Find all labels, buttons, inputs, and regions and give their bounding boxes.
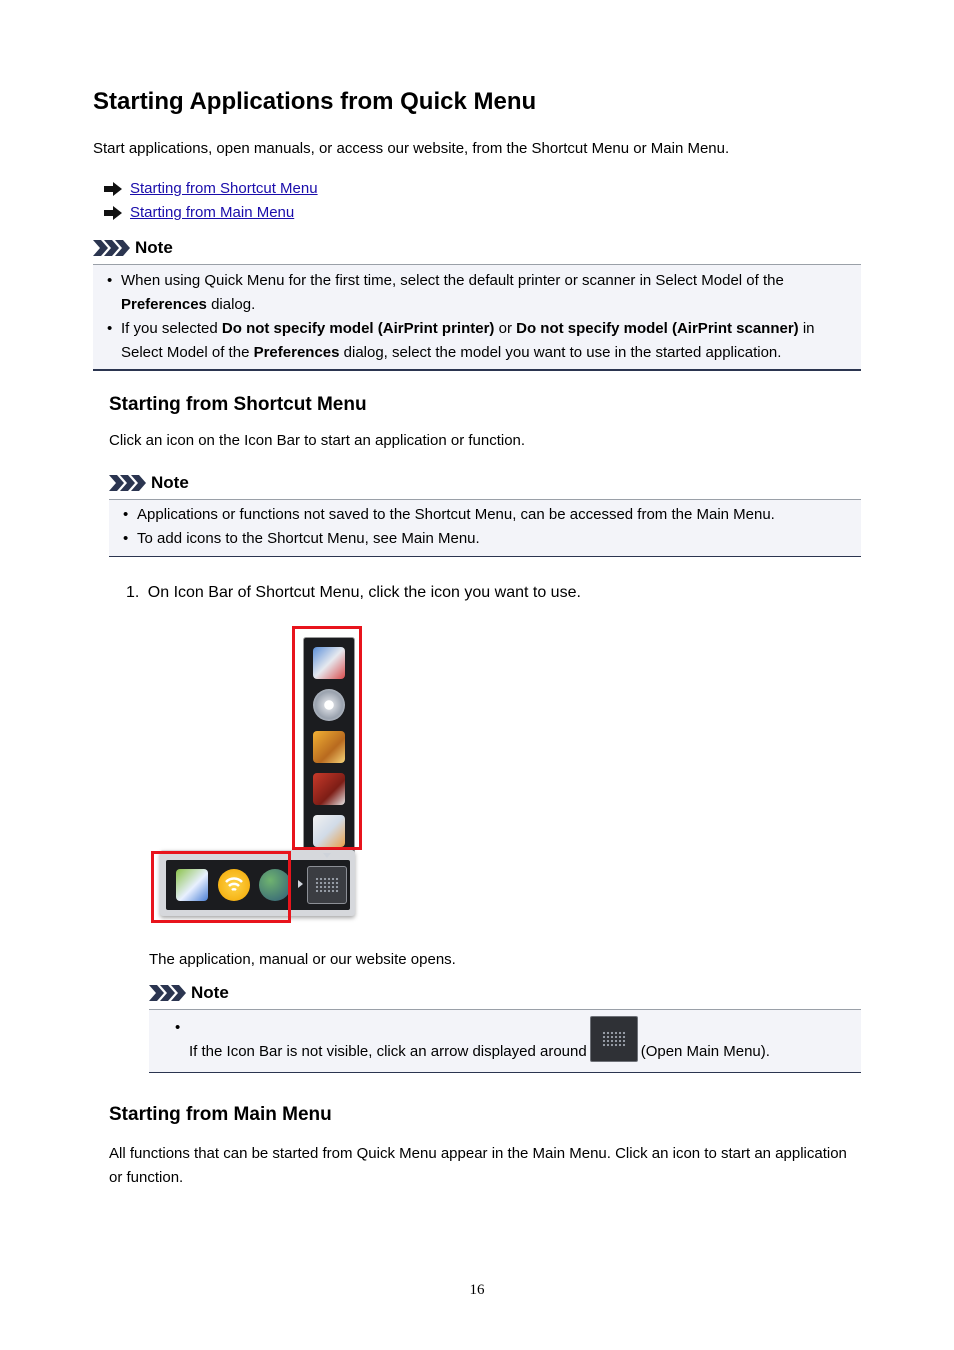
link-starting-from-main-menu[interactable]: Starting from Main Menu	[130, 204, 295, 221]
note-box-1	[93, 264, 861, 371]
highlight-horizontal-icons	[151, 851, 291, 923]
note-header	[149, 983, 229, 1003]
note-chevrons-icon	[93, 239, 131, 257]
note-item: • If the Icon Bar is not visible, click an arrow displayed around (Open Main Menu).	[175, 1016, 849, 1064]
note-item: • To add icons to the Shortcut Menu, see Main Menu.	[123, 527, 849, 551]
step-text: On Icon Bar of Shortcut Menu, click the icon you want to use.	[147, 584, 581, 601]
note-chevrons-icon	[149, 984, 187, 1002]
page-title: Starting Applications from Quick Menu	[93, 88, 537, 115]
arrow-right-icon	[104, 206, 122, 220]
page-number: 16	[469, 1282, 485, 1298]
note-item: • If you selected Do not specify model (AirPrint printer) or Do not specify model (AirPrint scanner) in Select Model of the Preferences dialog, select the model you want to use in the started application.	[107, 317, 849, 365]
note-header	[109, 473, 189, 493]
step-1	[126, 584, 581, 602]
step-number: 1.	[126, 584, 140, 601]
expand-arrow-icon[interactable]	[298, 880, 303, 888]
open-main-menu-button[interactable]	[307, 866, 347, 904]
note-item: • Applications or functions not saved to the Shortcut Menu, can be accessed from the Main Menu.	[123, 503, 849, 527]
link-starting-from-shortcut-menu[interactable]: Starting from Shortcut Menu	[130, 180, 318, 197]
note-label: Note	[135, 238, 173, 257]
note-label: Note	[151, 473, 189, 492]
highlight-vertical-icons	[292, 626, 362, 850]
link-row-shortcut	[104, 180, 318, 197]
note-header	[93, 238, 173, 258]
intro-text: Start applications, open manuals, or access our website, from the Shortcut Menu or Main Menu.	[93, 140, 730, 157]
result-text: The application, manual or our website opens.	[149, 951, 456, 968]
note-chevrons-icon	[109, 474, 147, 492]
note-box-3	[149, 1009, 861, 1073]
section-text: All functions that can be started from Quick Menu appear in the Main Menu. Click an icon to start an application or function.	[109, 1145, 847, 1186]
section-text: Click an icon on the Icon Bar to start an application or function.	[109, 432, 526, 449]
note-item: • When using Quick Menu for the first time, select the default printer or scanner in Select Model of the Preferences dialog.	[107, 269, 849, 317]
note-box-2	[109, 499, 861, 557]
section-heading-main-menu: Starting from Main Menu	[109, 1104, 332, 1125]
arrow-right-icon	[104, 182, 122, 196]
section-heading-shortcut-menu: Starting from Shortcut Menu	[109, 394, 367, 415]
collapse-arrow-icon[interactable]	[323, 853, 331, 858]
link-row-main	[104, 204, 294, 221]
open-main-menu-icon	[590, 1016, 638, 1062]
grid-icon	[315, 877, 339, 893]
note-label: Note	[191, 983, 229, 1002]
